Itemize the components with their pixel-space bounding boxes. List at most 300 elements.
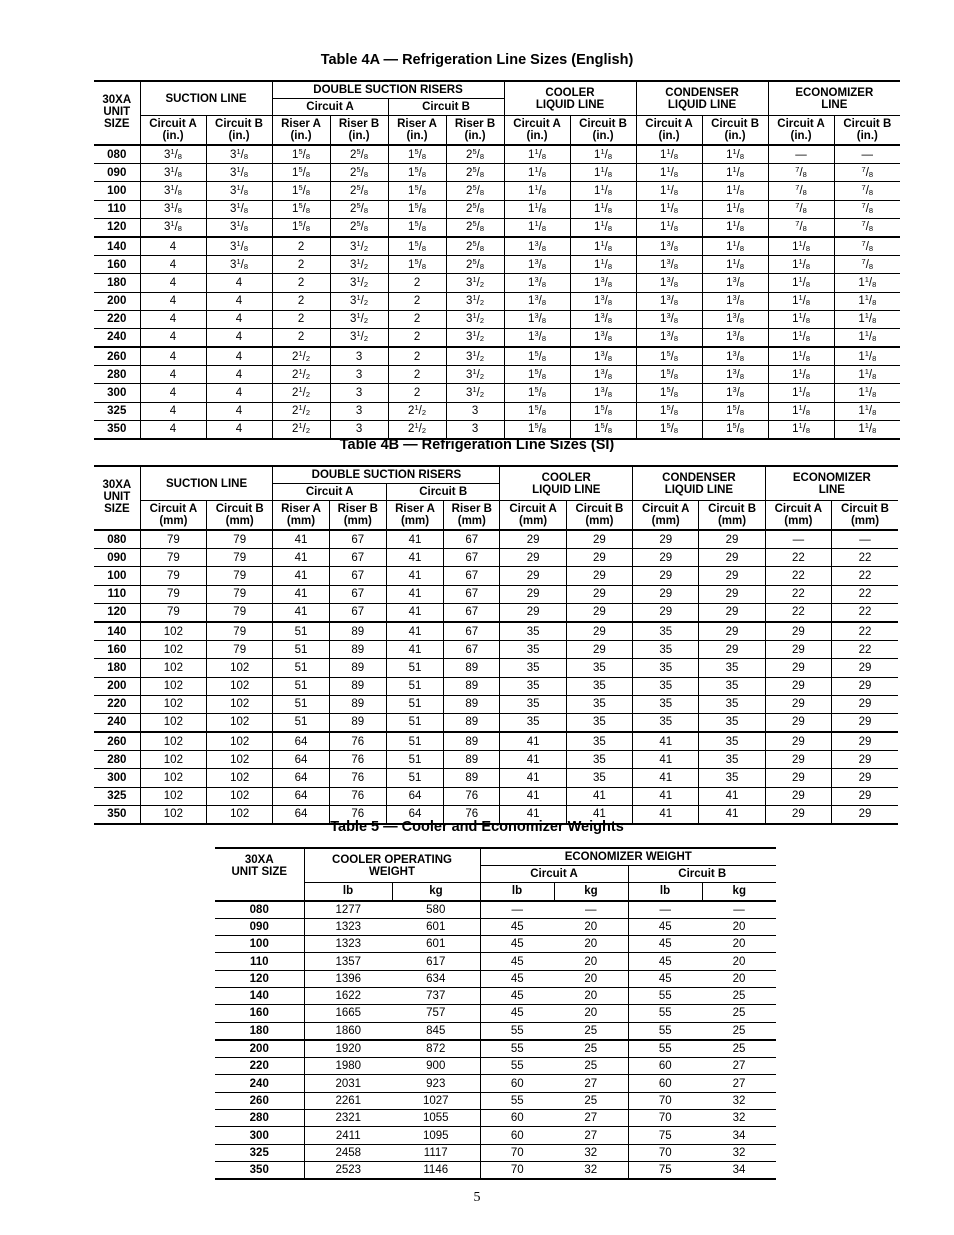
table-cell: — xyxy=(702,901,776,919)
table-row xyxy=(215,987,776,1004)
table-cell: $3^1/_8$ xyxy=(140,200,206,218)
unit-size-cell: 350 xyxy=(94,420,140,439)
table-cell: 35 xyxy=(500,713,566,732)
table-cell: 41 xyxy=(273,585,329,603)
table-cell: 25 xyxy=(702,987,776,1004)
table-cell: 25 xyxy=(554,1058,628,1075)
table-cell: 1980 xyxy=(304,1058,392,1075)
table-cell: 79 xyxy=(140,567,206,585)
table-cell: $3^1/_8$ xyxy=(140,145,206,164)
table-row xyxy=(94,182,900,200)
sub-header-cell: Circuit A (mm) xyxy=(765,501,831,531)
table-cell: 67 xyxy=(329,585,386,603)
table-row xyxy=(215,1127,776,1144)
table-cell: 923 xyxy=(392,1075,480,1092)
unit-size-cell: 080 xyxy=(94,530,140,549)
table-cell: 29 xyxy=(566,603,632,622)
table-cell: $1^5/_8$ xyxy=(570,402,636,420)
unit-size-cell: 240 xyxy=(215,1075,304,1092)
table-cell: 51 xyxy=(386,695,443,713)
table-cell: 29 xyxy=(832,787,898,805)
table-row xyxy=(94,732,898,751)
table-cell: 79 xyxy=(207,603,273,622)
table-cell: 4 xyxy=(140,292,206,310)
table-cell: 25 xyxy=(702,1022,776,1040)
table-cell: 102 xyxy=(140,713,206,732)
table-cell: $1^5/_8$ xyxy=(702,420,768,439)
table-cell: $1^1/_8$ xyxy=(768,237,834,256)
table-cell: 51 xyxy=(273,659,329,677)
table-cell: 41 xyxy=(633,769,699,787)
table-cell: $1^5/_8$ xyxy=(570,420,636,439)
table-cell: 32 xyxy=(702,1092,776,1109)
table-cell: 29 xyxy=(699,567,765,585)
table-cell: 55 xyxy=(628,987,702,1004)
table-cell: — xyxy=(480,901,554,919)
table-row xyxy=(215,1005,776,1022)
sub-header-cell: Circuit A (in.) xyxy=(140,116,206,146)
table-cell: 35 xyxy=(566,659,632,677)
table-cell: 1323 xyxy=(304,918,392,935)
unit-size-cell: 300 xyxy=(94,384,140,402)
table-cell: $1^1/_8$ xyxy=(768,328,834,347)
table-4a xyxy=(94,80,900,440)
table-cell: $1^5/_8$ xyxy=(504,347,570,366)
table-cell: $1^1/_8$ xyxy=(768,402,834,420)
table-cell: 29 xyxy=(566,641,632,659)
economizer-line-header: ECONOMIZER LINE xyxy=(765,466,898,501)
table-row xyxy=(94,622,898,641)
table-row xyxy=(94,256,900,274)
table-cell: 76 xyxy=(329,805,386,824)
unit-size-cell: 100 xyxy=(94,182,140,200)
table-cell: 757 xyxy=(392,1005,480,1022)
table-cell: 22 xyxy=(832,603,898,622)
table-cell: 27 xyxy=(554,1127,628,1144)
table-cell: 29 xyxy=(765,751,831,769)
table-row xyxy=(94,695,898,713)
table-cell: 29 xyxy=(566,622,632,641)
table-cell: 22 xyxy=(832,585,898,603)
economizer-weight-header: ECONOMIZER WEIGHT xyxy=(480,848,776,866)
table-cell: 64 xyxy=(386,805,443,824)
unit-size-cell: 280 xyxy=(94,366,140,384)
unit-size-cell: 090 xyxy=(215,918,304,935)
table-cell: 1117 xyxy=(392,1144,480,1161)
unit-size-cell: 120 xyxy=(94,603,140,622)
table-row xyxy=(94,713,898,732)
suction-line-header: SUCTION LINE xyxy=(140,466,273,501)
table-cell: $2^5/_8$ xyxy=(330,200,388,218)
table-cell: 29 xyxy=(765,695,831,713)
table-cell: 89 xyxy=(329,622,386,641)
table-cell: 3 xyxy=(446,402,504,420)
table-cell: 29 xyxy=(832,769,898,787)
sub-header-cell: Riser B (mm) xyxy=(329,501,386,531)
sub-header-cell: Riser A (mm) xyxy=(273,501,329,531)
table-cell: $1^1/_8$ xyxy=(636,182,702,200)
unit-size-cell: 140 xyxy=(215,987,304,1004)
table-cell: — xyxy=(554,901,628,919)
sub-header-cell: Circuit A (mm) xyxy=(140,501,206,531)
table-cell: $^7/_8$ xyxy=(768,200,834,218)
table-cell: 41 xyxy=(500,805,566,824)
table-cell: $3^1/_8$ xyxy=(206,218,272,237)
table-cell: 3 xyxy=(330,347,388,366)
table-cell: 20 xyxy=(554,936,628,953)
table-cell: $2^5/_8$ xyxy=(446,164,504,182)
table-cell: 29 xyxy=(633,549,699,567)
table-cell: 29 xyxy=(566,567,632,585)
sub-header-cell: Circuit A (mm) xyxy=(633,501,699,531)
sub-header-cell: lb xyxy=(480,883,554,901)
unit-size-cell: 200 xyxy=(94,292,140,310)
econ-circuit-a-header: Circuit A xyxy=(480,866,628,883)
table-cell: 76 xyxy=(444,805,500,824)
table-row xyxy=(215,953,776,970)
table-cell: 34 xyxy=(702,1161,776,1179)
condenser-liquid-line-header: CONDENSER LIQUID LINE xyxy=(633,466,766,501)
unit-size-cell: 090 xyxy=(94,549,140,567)
table-cell: 2 xyxy=(388,366,446,384)
table-cell: 20 xyxy=(554,918,628,935)
table-cell: 70 xyxy=(628,1144,702,1161)
table-row xyxy=(215,1022,776,1040)
table-cell: 27 xyxy=(702,1075,776,1092)
dsr-circuit-b-header: Circuit B xyxy=(386,484,500,501)
table-cell: 32 xyxy=(554,1161,628,1179)
table-cell: 70 xyxy=(628,1110,702,1127)
table-cell: $1^1/_8$ xyxy=(834,402,900,420)
table-cell: $1^3/_8$ xyxy=(570,328,636,347)
table-cell: 35 xyxy=(633,695,699,713)
table-4b xyxy=(94,465,898,825)
table-cell: 29 xyxy=(765,769,831,787)
table-cell: 51 xyxy=(386,769,443,787)
table-cell: $1^1/_8$ xyxy=(504,218,570,237)
table-cell: 75 xyxy=(628,1161,702,1179)
unit-size-cell: 220 xyxy=(94,695,140,713)
table-cell: 4 xyxy=(206,310,272,328)
table-cell: 20 xyxy=(702,936,776,953)
table-cell: 55 xyxy=(628,1022,702,1040)
table-row xyxy=(94,384,900,402)
table-cell: 35 xyxy=(500,695,566,713)
table-cell: $1^5/_8$ xyxy=(504,384,570,402)
table-cell: 2031 xyxy=(304,1075,392,1092)
table-cell: 79 xyxy=(140,603,206,622)
unit-size-cell: 180 xyxy=(94,274,140,292)
table-cell: 41 xyxy=(699,787,765,805)
table-cell: 67 xyxy=(329,603,386,622)
table-cell: 32 xyxy=(554,1144,628,1161)
table-cell: 4 xyxy=(140,237,206,256)
table-cell: 29 xyxy=(765,732,831,751)
unit-size-cell: 325 xyxy=(94,787,140,805)
table-cell: 25 xyxy=(702,1005,776,1022)
sub-header-cell: Circuit B (in.) xyxy=(206,116,272,146)
table-row xyxy=(94,603,898,622)
table-cell: $1^3/_8$ xyxy=(504,274,570,292)
table-cell: 41 xyxy=(386,567,443,585)
unit-size-cell: 080 xyxy=(215,901,304,919)
sub-header-cell: Riser A (mm) xyxy=(386,501,443,531)
table-cell: $3^1/_2$ xyxy=(446,274,504,292)
table-cell: 4 xyxy=(140,256,206,274)
table-cell: $^7/_8$ xyxy=(834,164,900,182)
table-cell: 29 xyxy=(765,622,831,641)
table-cell: 29 xyxy=(832,751,898,769)
table-cell: 67 xyxy=(444,567,500,585)
unit-size-cell: 200 xyxy=(215,1040,304,1058)
table-cell: 102 xyxy=(207,695,273,713)
table-cell: $1^1/_8$ xyxy=(504,182,570,200)
table-cell: 41 xyxy=(386,603,443,622)
table-cell: $1^1/_8$ xyxy=(768,310,834,328)
table-cell: 41 xyxy=(386,622,443,641)
table-cell: 22 xyxy=(765,585,831,603)
table-cell: 34 xyxy=(702,1127,776,1144)
table-cell: $1^5/_8$ xyxy=(272,164,330,182)
table-cell: 1920 xyxy=(304,1040,392,1058)
table-cell: $1^1/_8$ xyxy=(834,310,900,328)
table-row xyxy=(94,292,900,310)
table-cell: 89 xyxy=(329,695,386,713)
double-suction-risers-header: DOUBLE SUCTION RISERS xyxy=(273,466,500,484)
table-cell: $2^5/_8$ xyxy=(446,182,504,200)
table-cell: 45 xyxy=(480,936,554,953)
unit-size-cell: 300 xyxy=(215,1127,304,1144)
econ-circuit-b-header: Circuit B xyxy=(628,866,776,883)
table-cell: 51 xyxy=(386,732,443,751)
table-cell: $1^3/_8$ xyxy=(702,347,768,366)
table-cell: 41 xyxy=(273,603,329,622)
unit-size-cell: 090 xyxy=(94,164,140,182)
table-cell: 2321 xyxy=(304,1110,392,1127)
table-cell: 60 xyxy=(628,1075,702,1092)
unit-size-cell: 240 xyxy=(94,713,140,732)
table-cell: 29 xyxy=(832,677,898,695)
table-row xyxy=(215,936,776,953)
dsr-circuit-b-header: Circuit B xyxy=(388,99,504,116)
table-row xyxy=(94,402,900,420)
table-cell: 89 xyxy=(444,713,500,732)
table-cell: $1^1/_8$ xyxy=(504,145,570,164)
table-cell: 3 xyxy=(446,420,504,439)
table-cell: 79 xyxy=(207,567,273,585)
table-cell: $1^5/_8$ xyxy=(636,402,702,420)
table-cell: 70 xyxy=(480,1144,554,1161)
table-cell: $1^1/_8$ xyxy=(702,237,768,256)
table-cell: 67 xyxy=(329,567,386,585)
table-cell: 29 xyxy=(633,567,699,585)
table-cell: 79 xyxy=(207,641,273,659)
table-cell: $1^1/_8$ xyxy=(636,218,702,237)
table-cell: 2261 xyxy=(304,1092,392,1109)
table-cell: $1^1/_8$ xyxy=(768,420,834,439)
sub-header-cell: lb xyxy=(628,883,702,901)
table-row xyxy=(215,901,776,919)
table-cell: $2^1/_2$ xyxy=(272,420,330,439)
table-cell: 45 xyxy=(480,953,554,970)
table-cell: 51 xyxy=(273,641,329,659)
unit-size-cell: 110 xyxy=(94,200,140,218)
table-cell: 2 xyxy=(272,292,330,310)
table-cell: $1^5/_8$ xyxy=(504,420,570,439)
table-cell: 601 xyxy=(392,918,480,935)
table-cell: — xyxy=(628,901,702,919)
table-cell: $1^5/_8$ xyxy=(388,237,446,256)
table-cell: $1^3/_8$ xyxy=(636,328,702,347)
table-cell: 29 xyxy=(699,603,765,622)
table-cell: 35 xyxy=(566,732,632,751)
table-cell: 2 xyxy=(272,237,330,256)
table-cell: $1^1/_8$ xyxy=(570,256,636,274)
table-cell: $1^5/_8$ xyxy=(388,182,446,200)
table-cell: $1^1/_8$ xyxy=(702,200,768,218)
unit-size-header: 30XA UNIT SIZE xyxy=(94,81,140,145)
table-cell: $1^1/_8$ xyxy=(504,200,570,218)
table-row xyxy=(94,200,900,218)
table-cell: $1^1/_8$ xyxy=(702,164,768,182)
table-cell: 64 xyxy=(273,787,329,805)
table-row xyxy=(94,677,898,695)
unit-size-cell: 260 xyxy=(94,347,140,366)
table-cell: $1^1/_8$ xyxy=(768,384,834,402)
table-cell: 45 xyxy=(480,1005,554,1022)
table-cell: 102 xyxy=(140,751,206,769)
table-cell: 102 xyxy=(140,769,206,787)
table-cell: 64 xyxy=(273,751,329,769)
table-cell: $2^5/_8$ xyxy=(446,256,504,274)
table-cell: 41 xyxy=(386,530,443,549)
table-cell: 51 xyxy=(273,713,329,732)
table-cell: 79 xyxy=(207,549,273,567)
table-cell: 102 xyxy=(140,695,206,713)
table-cell: $3^1/_2$ xyxy=(330,274,388,292)
table-cell: 4 xyxy=(140,274,206,292)
table-cell: $1^5/_8$ xyxy=(388,256,446,274)
table-cell: $1^3/_8$ xyxy=(570,347,636,366)
table-row xyxy=(215,918,776,935)
table-cell: 67 xyxy=(329,549,386,567)
table-cell: $1^5/_8$ xyxy=(272,200,330,218)
table-cell: $1^5/_8$ xyxy=(636,420,702,439)
table-row xyxy=(215,1161,776,1179)
table-cell: 20 xyxy=(702,918,776,935)
table-row xyxy=(215,1110,776,1127)
table-cell: 737 xyxy=(392,987,480,1004)
table-cell: 29 xyxy=(500,530,566,549)
sub-header-cell: Circuit B (mm) xyxy=(699,501,765,531)
table-cell: — xyxy=(768,145,834,164)
table-cell: — xyxy=(834,145,900,164)
table-row xyxy=(94,310,900,328)
table-cell: $1^1/_8$ xyxy=(504,164,570,182)
table-row xyxy=(94,787,898,805)
table-cell: 35 xyxy=(500,659,566,677)
table-row xyxy=(94,145,900,164)
table-cell: 35 xyxy=(633,713,699,732)
table-cell: 55 xyxy=(480,1040,554,1058)
table-cell: 29 xyxy=(633,530,699,549)
table-cell: $1^3/_8$ xyxy=(702,274,768,292)
table-cell: 45 xyxy=(480,970,554,987)
table-cell: 25 xyxy=(554,1092,628,1109)
table-cell: 76 xyxy=(329,787,386,805)
table-cell: 35 xyxy=(699,695,765,713)
table-cell: 89 xyxy=(444,732,500,751)
table-cell: 35 xyxy=(633,659,699,677)
table-cell: $1^3/_8$ xyxy=(570,384,636,402)
unit-size-cell: 350 xyxy=(94,805,140,824)
table-cell: $1^5/_8$ xyxy=(388,200,446,218)
unit-size-cell: 180 xyxy=(215,1022,304,1040)
table-cell: 89 xyxy=(329,641,386,659)
page-number: 5 xyxy=(473,1190,481,1205)
table-cell: 1277 xyxy=(304,901,392,919)
table-cell: 4 xyxy=(206,328,272,347)
suction-line-header: SUCTION LINE xyxy=(140,81,272,116)
table-cell: 45 xyxy=(628,970,702,987)
table-cell: $1^3/_8$ xyxy=(636,237,702,256)
table-cell: 35 xyxy=(566,677,632,695)
table-cell: $3^1/_8$ xyxy=(206,182,272,200)
table-cell: $1^1/_8$ xyxy=(834,384,900,402)
table-cell: 41 xyxy=(633,787,699,805)
sub-header-cell: Circuit A (in.) xyxy=(504,116,570,146)
table-cell: 35 xyxy=(500,677,566,695)
table-cell: 102 xyxy=(140,659,206,677)
table-cell: $1^3/_8$ xyxy=(702,384,768,402)
dsr-circuit-a-header: Circuit A xyxy=(272,99,388,116)
table-cell: 41 xyxy=(500,787,566,805)
table-cell: 1396 xyxy=(304,970,392,987)
table-cell: 35 xyxy=(566,751,632,769)
table-cell: 32 xyxy=(702,1110,776,1127)
table-cell: $2^5/_8$ xyxy=(446,145,504,164)
sub-header-cell: Circuit A (in.) xyxy=(768,116,834,146)
table-cell: $2^5/_8$ xyxy=(446,237,504,256)
table-cell: 45 xyxy=(480,987,554,1004)
table-cell: 1622 xyxy=(304,987,392,1004)
table-cell: 634 xyxy=(392,970,480,987)
table-cell: $3^1/_2$ xyxy=(446,347,504,366)
table-cell: 41 xyxy=(633,805,699,824)
table-cell: $3^1/_8$ xyxy=(140,218,206,237)
sub-header-cell: Circuit B (mm) xyxy=(207,501,273,531)
unit-size-cell: 280 xyxy=(94,751,140,769)
table-cell: 2411 xyxy=(304,1127,392,1144)
table-cell: $2^1/_2$ xyxy=(272,366,330,384)
table-cell: $3^1/_8$ xyxy=(206,237,272,256)
table-cell: $1^5/_8$ xyxy=(272,218,330,237)
table-cell: 35 xyxy=(699,751,765,769)
table-row xyxy=(94,530,898,549)
table-cell: 51 xyxy=(386,713,443,732)
table-cell: 35 xyxy=(566,695,632,713)
table-cell: $^7/_8$ xyxy=(834,256,900,274)
table-cell: $1^1/_8$ xyxy=(834,366,900,384)
table-cell: $2^5/_8$ xyxy=(330,182,388,200)
table-cell: $1^5/_8$ xyxy=(636,384,702,402)
table-cell: 4 xyxy=(140,347,206,366)
cooler-liquid-line-header: COOLER LIQUID LINE xyxy=(500,466,633,501)
unit-size-cell: 220 xyxy=(94,310,140,328)
table-cell: 27 xyxy=(554,1110,628,1127)
sub-header-cell: kg xyxy=(392,883,480,901)
table-cell: $1^3/_8$ xyxy=(504,237,570,256)
